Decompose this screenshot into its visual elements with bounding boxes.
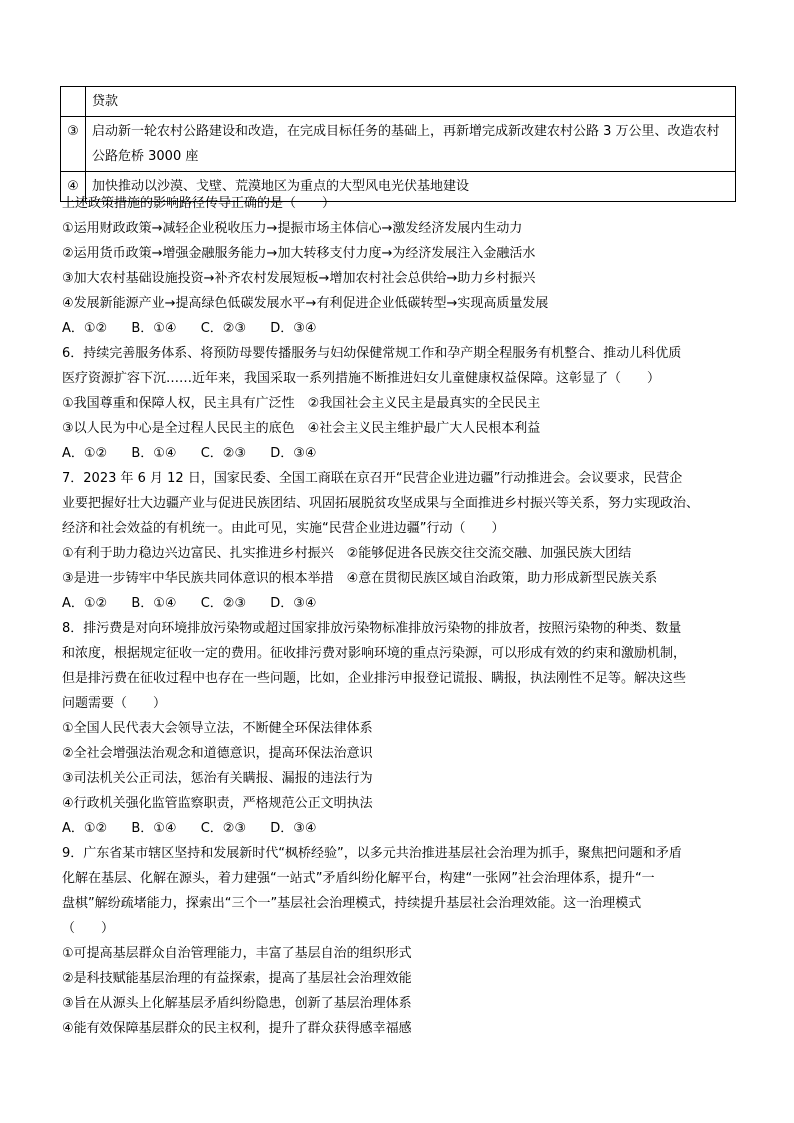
table-row [61, 87, 736, 117]
statement-item: ③是进一步铸牢中华民族共同体意识的根本举措 ④意在贯彻民族区域自治政策，助力形成新型民族关系 [62, 571, 658, 586]
option-d[interactable]: D．③④ [270, 821, 317, 836]
question-stem: 上述政策措施的影响路径传导正确的是（ ） [62, 196, 336, 211]
question-9 [62, 841, 738, 1041]
row-text: 贷款 [86, 87, 736, 117]
option-c[interactable]: C．②③ [200, 596, 247, 611]
statement-item: ①运用财政政策→减轻企业税收压力→提振市场主体信心→激发经济发展内生动力 [62, 221, 523, 236]
table-row [61, 117, 736, 172]
row-text: 启动新一轮农村公路建设和改造，在完成目标任务的基础上，再新增完成新改建农村公路 3 万公里、改造农村公路危桥 3000 座 [86, 117, 736, 172]
question-stem: 经济和社会效益的有机统一。由此可见，实施“民营企业进边疆”行动（ ） [62, 521, 505, 536]
option-a[interactable]: A．①② [62, 596, 108, 611]
question-6 [62, 341, 738, 466]
answer-options [62, 816, 738, 841]
statement-item: ②是科技赋能基层治理的有益探索，提高了基层社会治理效能 [62, 971, 412, 986]
option-b[interactable]: B．①④ [131, 821, 177, 836]
statement-item: ③旨在从源头上化解基层矛盾纠纷隐患，创新了基层治理体系 [62, 996, 412, 1011]
policy-table [60, 86, 736, 202]
option-b[interactable]: B．①④ [131, 446, 177, 461]
option-c[interactable]: C．②③ [200, 821, 247, 836]
option-b[interactable]: B．①④ [131, 596, 177, 611]
question-stem: 盘棋”解纷疏堵能力，探索出“三个一”基层社会治理模式，持续提升基层社会治理效能。这一治理模式 [62, 896, 642, 911]
statement-item: ①我国尊重和保障人权，民主具有广泛性 ②我国社会主义民主是最真实的全民民主 [62, 396, 541, 411]
question-8 [62, 616, 738, 841]
question-stem: 问题需要（ ） [62, 696, 167, 711]
option-c[interactable]: C．②③ [200, 446, 247, 461]
statement-item: ④能有效保障基层群众的民主权利，提升了群众获得感幸福感 [62, 1021, 412, 1036]
option-d[interactable]: D．③④ [270, 596, 317, 611]
statement-item: ①可提高基层群众自治管理能力，丰富了基层自治的组织形式 [62, 946, 412, 961]
option-d[interactable]: D．③④ [270, 321, 317, 336]
question-stem: 化解在基层、化解在源头，着力建强“一站式”矛盾纠纷化解平台，构建“一张网”社会治理体系，提升“一 [62, 871, 655, 886]
option-a[interactable]: A．①② [62, 446, 108, 461]
statement-item: ③加大农村基础设施投资→补齐农村发展短板→增加农村社会总供给→助力乡村振兴 [62, 271, 536, 286]
row-number: ④ [61, 172, 86, 202]
option-c[interactable]: C．②③ [200, 321, 247, 336]
statement-item: ①全国人民代表大会领导立法，不断健全环保法律体系 [62, 721, 373, 736]
row-number: ③ [61, 117, 86, 172]
option-d[interactable]: D．③④ [270, 446, 317, 461]
question-stem: 9．广东省某市辖区坚持和发展新时代“枫桥经验”，以多元共治推进基层社会治理为抓手，聚焦把问题和矛盾 [62, 846, 682, 861]
statement-item: ①有利于助力稳边兴边富民、扎实推进乡村振兴 ②能够促进各民族交往交流交融、加强民族大团结 [62, 546, 632, 561]
question-stem: 6．持续完善服务体系、将预防母婴传播服务与妇幼保健常规工作和孕产期全程服务有机整合、推动儿科优质 [62, 346, 682, 361]
question-stem: 医疗资源扩容下沉……近年来，我国采取一系列措施不断推进妇女儿童健康权益保障。这彰显了（ ） [62, 371, 661, 386]
answer-options [62, 316, 738, 341]
statement-item: ③以人民为中心是全过程人民民主的底色 ④社会主义民主维护最广大人民根本利益 [62, 421, 541, 436]
option-b[interactable]: B．①④ [131, 321, 177, 336]
question-7 [62, 466, 738, 616]
statement-item: ④发展新能源产业→提高绿色低碳发展水平→有利促进企业低碳转型→实现高质量发展 [62, 296, 549, 311]
statement-item: ④行政机关强化监管监察职责，严格规范公正文明执法 [62, 796, 373, 811]
question-stem: 但是排污费在征收过程中也存在一些问题，比如，企业排污申报登记谎报、瞒报，执法刚性不足等。解决这些 [62, 671, 687, 686]
question-stem: （ ） [62, 921, 115, 936]
question-stem: 和浓度，根据规定征收一定的费用。征收排污费对影响环境的重点污染源，可以形成有效的约束和激励机制， [62, 646, 687, 661]
question-5 [62, 191, 738, 341]
statement-item: ②全社会增强法治观念和道德意识，提高环保法治意识 [62, 746, 373, 761]
statement-item: ③司法机关公正司法，惩治有关瞒报、漏报的违法行为 [62, 771, 373, 786]
answer-options [62, 441, 738, 466]
answer-options [62, 591, 738, 616]
row-number [61, 87, 86, 117]
statement-item: ②运用货币政策→增强金融服务能力→加大转移支付力度→为经济发展注入金融活水 [62, 246, 536, 261]
question-stem: 8．排污费是对向环境排放污染物或超过国家排放污染物标准排放污染物的排放者，按照污染物的种类、数量 [62, 621, 682, 636]
question-stem: 7．2023 年 6 月 12 日，国家民委、全国工商联在京召开“民营企业进边疆”行动推进会。会议要求，民营企 [62, 471, 683, 486]
questions [62, 191, 738, 1041]
row-text: 加快推动以沙漠、戈壁、荒漠地区为重点的大型风电光伏基地建设 [86, 172, 736, 202]
option-a[interactable]: A．①② [62, 321, 108, 336]
option-a[interactable]: A．①② [62, 821, 108, 836]
question-stem: 业要把握好壮大边疆产业与促进民族团结、巩固拓展脱贫攻坚成果与全面推进乡村振兴等关系，努力实现政治、 [62, 496, 700, 511]
